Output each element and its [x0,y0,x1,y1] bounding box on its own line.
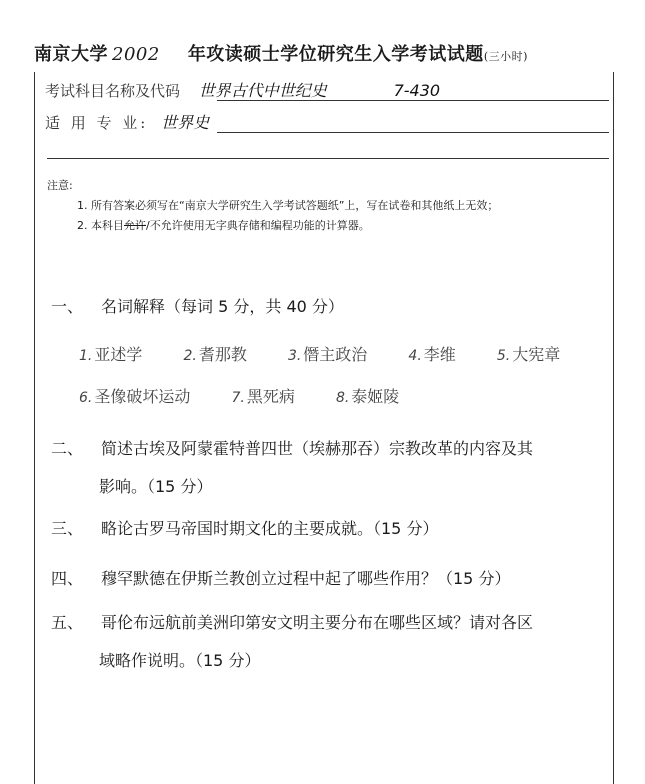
question-3-text: 略论古罗马帝国时期文化的主要成就。（15 分） [101,519,439,538]
term-number: 7. [231,390,245,406]
subject-underline [217,100,609,101]
question-2-line-2: 影响。（15 分） [99,477,213,496]
notice-item-2 [47,216,603,236]
question-5-number: 五、 [51,613,84,632]
major-underline [217,132,609,133]
question-2 [51,430,611,506]
term-item [497,345,578,364]
notice-item-2-suffix: /不允许使用无字典存储和编程功能的计算器。 [146,219,370,232]
terms-row-1 [79,342,596,365]
term-item [288,345,385,364]
term-item [79,387,208,406]
question-3 [51,510,611,548]
exam-title [34,40,528,66]
question-2-number: 二、 [51,439,84,458]
term-item [79,345,160,364]
exam-year: 2002 [112,44,160,65]
notice-item-2-struck: 允许 [124,219,146,232]
question-1-text: 名词解释（每词 5 分，共 40 分） [101,297,344,316]
term-number: 5. [496,348,511,364]
exam-paper-frame [34,72,614,784]
term-text: 僭主政治 [303,345,368,364]
question-4-text: 穆罕默德在伊斯兰教创立过程中起了哪些作用？（15 分） [101,569,511,588]
question-4-number: 四、 [51,569,84,588]
term-number: 8. [335,390,350,406]
term-text: 耆那教 [198,345,247,364]
term-text: 亚述学 [94,345,143,364]
question-1 [51,288,611,326]
question-1-number: 一、 [51,297,84,316]
term-text: 黑死病 [246,387,295,406]
terms-row-2 [79,384,435,407]
notice-item-2-prefix: 2. 本科目 [77,219,124,232]
exam-heading: 年攻读硕士学位研究生入学考试试题 [187,44,484,65]
term-item [408,345,473,364]
term-item [231,387,312,406]
term-number: 6. [79,390,93,406]
question-4 [51,560,611,598]
term-item [183,345,264,364]
subject-row [45,78,440,101]
term-text: 大宪章 [512,345,561,364]
question-5 [51,604,611,680]
major-value: 世界史 [161,113,210,132]
question-5-line-2: 域略作说明。（15 分） [99,651,261,670]
notice-heading: 注意: [47,179,73,192]
notice-block [47,176,603,236]
subject-label: 考试科目名称及代码 [45,82,181,100]
term-number: 1. [79,348,93,364]
term-number: 2. [183,348,197,364]
term-text: 泰姬陵 [351,387,400,406]
blank-underline [47,158,609,159]
subject-value: 世界古代中世纪史 [198,81,327,100]
school-name: 南京大学 [34,44,108,65]
exam-duration: (三小时) [483,50,528,63]
term-number: 4. [408,348,422,364]
notice-item-1: 1. 所有答案必须写在“南京大学研究生入学考试答题纸”上，写在试卷和其他纸上无效； [77,199,499,212]
question-2-line-1: 简述古埃及阿蒙霍特普四世（埃赫那吞）宗教改革的内容及其 [101,439,534,458]
term-text: 圣像破坏运动 [94,387,191,406]
major-row [45,110,209,133]
major-label: 适 用 专 业: [45,114,149,132]
question-3-number: 三、 [51,519,84,538]
term-number: 3. [287,348,302,364]
term-item [336,387,417,406]
term-text: 李维 [423,345,456,364]
subject-code: 7-430 [393,81,441,100]
question-5-line-1: 哥伦布远航前美洲印第安文明主要分布在哪些区域？请对各区 [101,613,534,632]
